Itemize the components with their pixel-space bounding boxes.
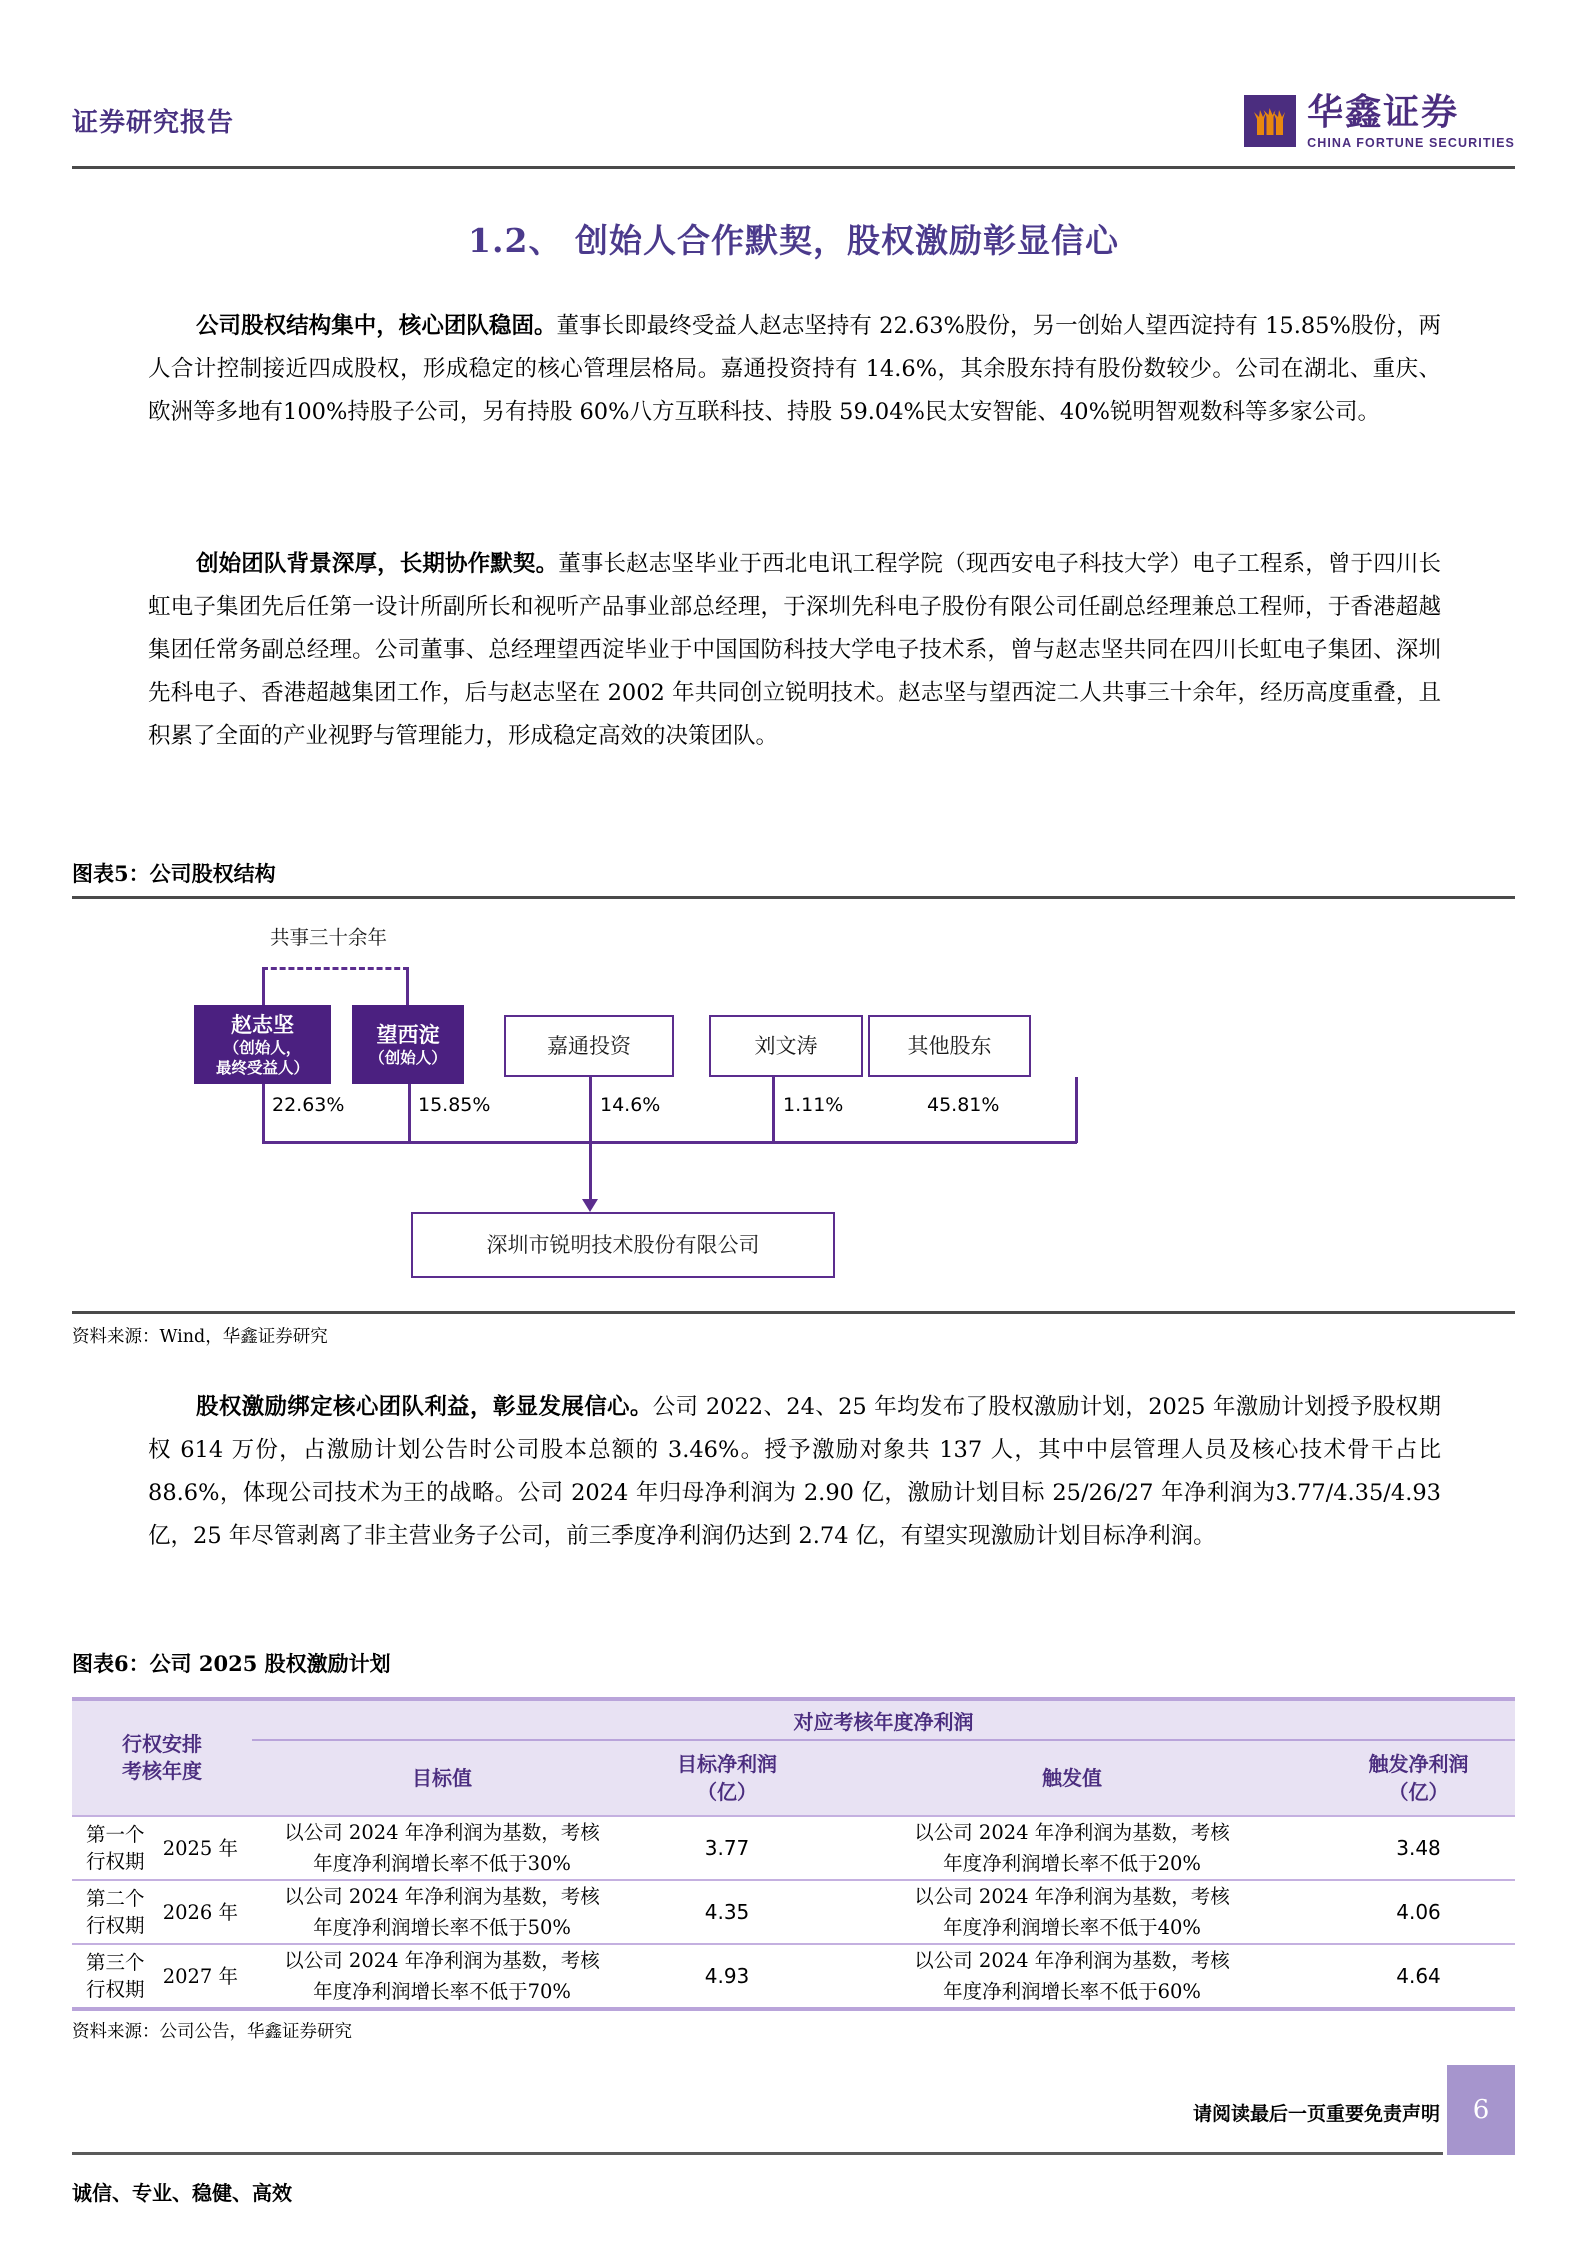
company-logo xyxy=(1244,92,1515,151)
paragraph-incentive-lead: 股权激励绑定核心团队利益，彰显发展信心。 xyxy=(196,1394,653,1420)
phase-line1: 第二个 xyxy=(85,1887,145,1910)
logo-name-en: CHINA FORTUNE SECURITIES xyxy=(1307,136,1515,150)
paragraph-founders-lead: 创始团队背景深厚，长期协作默契。 xyxy=(196,551,559,577)
exhibit5-caption-divider xyxy=(72,896,1515,899)
table-row xyxy=(72,1945,1515,2007)
paragraph-founders-body: 董事长赵志坚毕业于西北电讯工程学院（现西安电子科技大学）电子工程系，曾于四川长虹电子集团先后任第一设计所副所长和视听产品事业部总经理，于深圳先科电子股份有限公司任副总经理兼总工程师，于香港超越集团任常务副总经理。公司董事、总经理望西淀毕业于中国国防科技大学电子技术系，曾与赵志坚共同在四川长虹电子集团、深圳先科电子、香港超越集团工作，后与赵志坚在 2002 年共同创立锐明技术。赵志坚与望西淀二人共事三十余年，经历高度重叠，且积累了全面的产业视野与管理能力，形成稳定高效的决策团队。 xyxy=(148,551,1441,749)
shareholder-pct-jiatong: 14.6% xyxy=(600,1094,661,1116)
cell-trigger-desc-2 xyxy=(822,1881,1322,1943)
trigger-desc-line1: 以公司 2024 年净利润为基数，考核 xyxy=(914,1821,1230,1844)
ownership-structure-diagram xyxy=(72,918,1515,1308)
exhibit5-source: 资料来源：Wind，华鑫证券研究 xyxy=(72,1327,328,1347)
phase-line1: 第一个 xyxy=(85,1823,145,1846)
connector-v-others xyxy=(772,1077,775,1143)
footer-divider xyxy=(72,2152,1443,2155)
footer-slogan: 诚信、专业、稳健、高效 xyxy=(72,2181,292,2205)
trigger-desc-line2: 年度净利润增长率不低于60% xyxy=(943,1980,1201,2003)
shareholder-node-zhaozhijian xyxy=(194,1005,331,1084)
shareholder-role-line2: 最终受益人） xyxy=(215,1057,309,1077)
logo-flame-icon xyxy=(1244,95,1296,147)
table-header-target-profit xyxy=(632,1740,822,1815)
paragraph-incentive-body: 公司 2022、24、25 年均发布了股权激励计划，2025 年激励计划授予股权期权 614 万份，占激励计划公告时公司股本总额的 3.46%。授予激励对象共 137 人，其中中层管理人员及核心技术骨干占比 88.6%，体现公司技术为王的战略。公司 2024 年归母净利润为 2.90 亿，激励计划目标 25/26/27 年净利润为3.77/4.35/4.93 亿，25 年尽管剥离了非主营业务子公司，前三季度净利润仍达到 2.74 亿，有望实现激励计划目标净利润。 xyxy=(148,1394,1441,1549)
trigger-desc-line1: 以公司 2024 年净利润为基数，考核 xyxy=(914,1949,1230,1972)
cell-trigger-desc-1 xyxy=(822,1817,1322,1879)
cell-target-desc-3 xyxy=(252,1945,632,2007)
table-header-target-value: 目标值 xyxy=(252,1740,632,1815)
paragraph-ownership xyxy=(148,305,1441,434)
header-line2: （亿） xyxy=(697,1780,757,1804)
table-header-group-netprofit: 对应考核年度净利润 xyxy=(252,1701,1515,1740)
cell-trigger-desc-3 xyxy=(822,1945,1322,2007)
company-name: 深圳市锐明技术股份有限公司 xyxy=(486,1233,760,1257)
cell-target-profit-3: 4.93 xyxy=(704,1964,750,1988)
phase-line2: 行权期 xyxy=(85,1978,145,2001)
cell-trigger-profit-3: 4.64 xyxy=(1396,1964,1441,1988)
shareholder-node-liuwentao xyxy=(709,1015,863,1077)
assessment-year-1: 2025 年 xyxy=(162,1836,239,1860)
report-type-label: 证券研究报告 xyxy=(72,108,235,138)
logo-name-cn: 华鑫证券 xyxy=(1307,91,1460,133)
phase-line1: 第三个 xyxy=(85,1951,145,1974)
cell-target-profit-1: 3.77 xyxy=(704,1836,750,1860)
paragraph-incentive xyxy=(148,1386,1441,1558)
phase-line2: 行权期 xyxy=(85,1914,145,1937)
shareholder-node-wangxidian xyxy=(352,1005,464,1084)
shareholder-role-line1: （创始人， xyxy=(223,1037,302,1057)
target-desc-line2: 年度净利润增长率不低于70% xyxy=(313,1980,571,2003)
connector-v-jiatong xyxy=(589,1077,592,1143)
cell-phase-year-2 xyxy=(72,1881,252,1943)
target-desc-line1: 以公司 2024 年净利润为基数，考核 xyxy=(284,1885,600,1908)
target-desc-line2: 年度净利润增长率不低于50% xyxy=(313,1916,571,1939)
cell-target-desc-1 xyxy=(252,1817,632,1879)
exhibit5-bottom-divider xyxy=(72,1311,1515,1314)
cell-phase-year-3 xyxy=(72,1945,252,2007)
shareholder-pct-zhaozhijian: 22.63% xyxy=(272,1094,345,1116)
cell-target-desc-2 xyxy=(252,1881,632,1943)
shareholder-node-jiatong xyxy=(504,1015,674,1077)
connector-v-wangxidian xyxy=(408,1084,411,1143)
shareholder-pct-liuwentao: 1.11% xyxy=(783,1094,844,1116)
table-row xyxy=(72,1817,1515,1879)
table-header-group-row xyxy=(72,1701,1515,1740)
connector-v-zhaozhijian xyxy=(262,1084,265,1143)
connector-arrow-icon xyxy=(582,1199,598,1212)
connector-v-liuwentao xyxy=(1075,1077,1078,1143)
target-desc-line2: 年度净利润增长率不低于30% xyxy=(313,1852,571,1875)
section-heading: 1.2、 创始人合作默契，股权激励彰显信心 xyxy=(468,221,1119,260)
paragraph-ownership-lead: 公司股权结构集中，核心团队稳固。 xyxy=(196,313,557,339)
cell-trigger-profit-1: 3.48 xyxy=(1396,1836,1441,1860)
target-desc-line1: 以公司 2024 年净利润为基数，考核 xyxy=(284,1821,600,1844)
cooperation-duration-label: 共事三十余年 xyxy=(270,926,388,949)
shareholder-name: 赵志坚 xyxy=(231,1011,294,1037)
footer-disclaimer: 请阅读最后一页重要免责声明 xyxy=(1192,2103,1440,2125)
table-header-trigger-profit xyxy=(1322,1740,1515,1815)
table-header-sub-row xyxy=(72,1740,1515,1815)
shareholder-pct-others: 45.81% xyxy=(927,1094,1000,1116)
table-row xyxy=(72,1881,1515,1943)
shareholder-node-others xyxy=(868,1015,1031,1077)
cell-phase-year-1 xyxy=(72,1817,252,1879)
cooperation-bracket-top xyxy=(262,967,409,970)
table-header-trigger-value: 触发值 xyxy=(822,1740,1322,1815)
page-header xyxy=(72,92,1515,170)
shareholder-pct-wangxidian: 15.85% xyxy=(418,1094,491,1116)
header-line2: 考核年度 xyxy=(122,1759,202,1783)
paragraph-founders xyxy=(148,543,1441,758)
trigger-desc-line1: 以公司 2024 年净利润为基数，考核 xyxy=(914,1885,1230,1908)
cooperation-bracket-right xyxy=(406,967,409,1005)
trigger-desc-line2: 年度净利润增长率不低于40% xyxy=(943,1916,1201,1939)
header-line2: （亿） xyxy=(1388,1780,1449,1804)
target-desc-line1: 以公司 2024 年净利润为基数，考核 xyxy=(284,1949,600,1972)
cell-trigger-profit-2: 4.06 xyxy=(1396,1900,1441,1924)
phase-line2: 行权期 xyxy=(85,1850,145,1873)
trigger-desc-line2: 年度净利润增长率不低于20% xyxy=(943,1852,1201,1875)
shareholder-role-line1: （创始人） xyxy=(369,1047,447,1067)
shareholder-name: 望西淀 xyxy=(376,1021,440,1047)
shareholder-name: 刘文涛 xyxy=(754,1034,818,1058)
assessment-year-3: 2027 年 xyxy=(162,1964,239,1988)
cooperation-bracket-left xyxy=(262,967,265,1005)
paragraph-ownership-body: 董事长即最终受益人赵志坚持有 22.63%股份，另一创始人望西淀持有 15.85%股份，两人合计控制接近四成股权，形成稳定的核心管理层格局。嘉通投资持有 14.6%，其余股东持有股份数较少。公司在湖北、重庆、欧洲等多地有100%持股子公司，另有持股 60%八方互联科技、持股 59.04%民太安智能、40%锐明智观数科等多家公司。 xyxy=(148,313,1441,425)
exhibit6-source: 资料来源：公司公告，华鑫证券研究 xyxy=(72,2022,352,2042)
incentive-plan-table xyxy=(72,1697,1515,2011)
page-number-badge: 6 xyxy=(1447,2065,1515,2155)
cell-target-profit-2: 4.35 xyxy=(704,1900,750,1924)
shareholder-name: 其他股东 xyxy=(907,1034,992,1058)
assessment-year-2: 2026 年 xyxy=(162,1900,239,1924)
table-header-exercise-arrangement xyxy=(72,1701,252,1815)
header-line1: 目标净利润 xyxy=(677,1752,777,1776)
exhibit5-caption: 图表5：公司股权结构 xyxy=(72,861,276,886)
exhibit6-caption: 图表6：公司 2025 股权激励计划 xyxy=(72,1651,391,1676)
company-node xyxy=(411,1212,835,1278)
header-line1: 行权安排 xyxy=(122,1732,202,1756)
connector-bus-horizontal xyxy=(262,1141,1077,1144)
header-divider xyxy=(72,166,1515,169)
connector-v-to-company xyxy=(589,1141,592,1203)
table-bottom-rule xyxy=(72,2007,1515,2011)
shareholder-name: 嘉通投资 xyxy=(547,1034,631,1058)
header-line1: 触发净利润 xyxy=(1368,1752,1469,1776)
